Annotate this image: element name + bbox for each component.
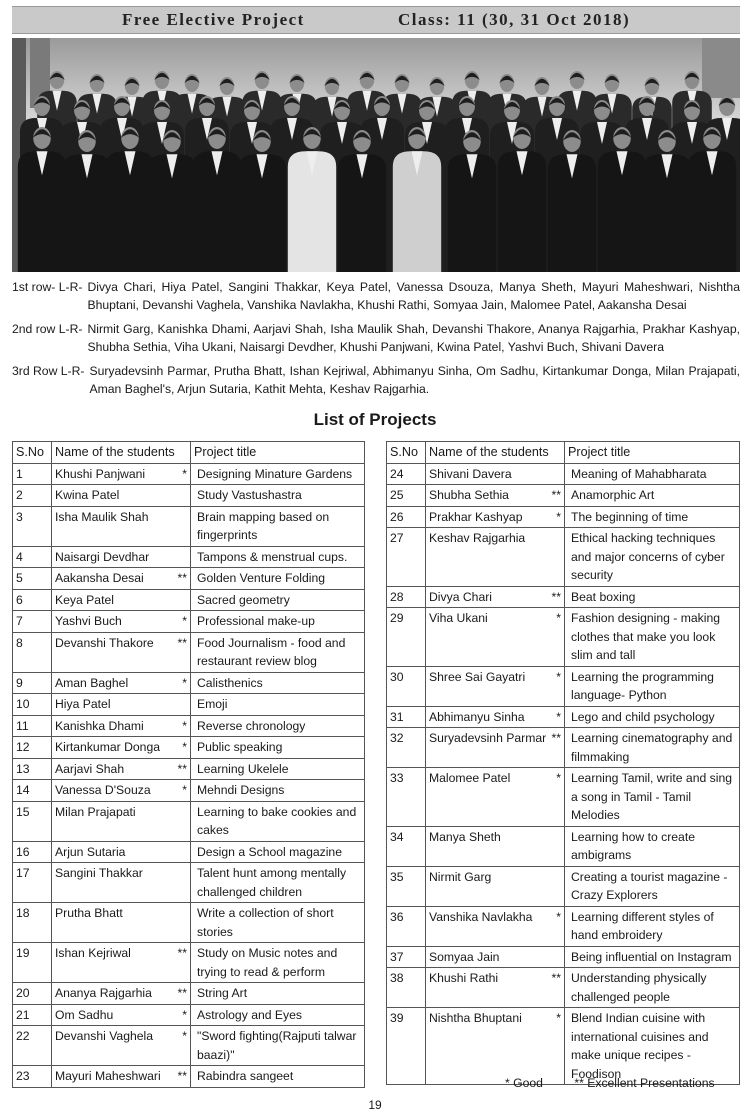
table-row [13, 943, 365, 983]
student-name: Milan Prajapati [55, 804, 136, 819]
rating-mark: ** [551, 488, 561, 502]
cell-project-title: Public speaking [191, 737, 365, 759]
cell-student-name [426, 1008, 565, 1085]
cell-sno: 38 [387, 968, 426, 1008]
rating-mark: * [556, 509, 561, 524]
cell-student-name [426, 728, 565, 768]
caption-label: 1st row- L-R- [12, 280, 83, 294]
cell-project-title: Learning how to create ambigrams [565, 826, 740, 866]
cell-project-title: Sacred geometry [191, 589, 365, 611]
cell-project-title: Write a collection of short stories [191, 903, 365, 943]
cell-sno: 14 [13, 780, 52, 802]
table-row [387, 866, 740, 906]
cell-student-name [426, 608, 565, 667]
cell-project-title: Study Vastushastra [191, 485, 365, 507]
cell-student-name [426, 968, 565, 1008]
table-row [13, 758, 365, 780]
table-row [13, 463, 365, 485]
list-title: List of Projects [313, 410, 437, 429]
table-header-row [387, 442, 740, 464]
header-project: Project title [191, 442, 365, 464]
cell-sno: 18 [13, 903, 52, 943]
cell-sno: 25 [387, 485, 426, 507]
cell-project-title: Professional make-up [191, 611, 365, 633]
student-name: Malomee Patel [429, 771, 511, 785]
cell-sno: 28 [387, 586, 426, 608]
cell-sno: 35 [387, 866, 426, 906]
projects-table-right [386, 441, 740, 1085]
table-row [13, 589, 365, 611]
cell-sno: 10 [13, 694, 52, 716]
cell-project-title: Being influential on Instagram [565, 946, 740, 968]
table-row [13, 1066, 365, 1088]
cell-sno: 20 [13, 983, 52, 1005]
table-row [13, 611, 365, 633]
student-name: Aarjavi Shah [55, 761, 125, 776]
student-name: Manya Sheth [429, 829, 501, 844]
table-row [387, 608, 740, 667]
cell-project-title: Learning the programming language- Python [565, 666, 740, 706]
cell-project-title: Lego and child psychology [565, 706, 740, 728]
rating-mark: * [182, 675, 187, 690]
rating-mark: ** [551, 971, 561, 985]
cell-sno: 8 [13, 632, 52, 672]
table-row [387, 666, 740, 706]
table-row [13, 737, 365, 759]
student-name: Devanshi Thakore [55, 635, 154, 650]
cell-sno: 13 [13, 758, 52, 780]
rating-mark: * [556, 909, 561, 924]
cell-project-title: Calisthenics [191, 672, 365, 694]
table-row [13, 568, 365, 590]
header-sno: S.No [387, 442, 426, 464]
rating-mark: ** [177, 635, 187, 650]
caption-label: 3rd Row L-R- [12, 364, 85, 378]
cell-sno: 4 [13, 546, 52, 568]
cell-project-title: Tampons & menstrual cups. [191, 546, 365, 568]
cell-sno: 19 [13, 943, 52, 983]
cell-sno: 26 [387, 506, 426, 528]
table-row [387, 528, 740, 587]
student-name: Kirtankumar Donga [55, 740, 160, 754]
cell-student-name [52, 841, 191, 863]
cell-student-name [426, 463, 565, 485]
caption-names: Nirmit Garg, Kanishka Dhami, Aarjavi Shah, Isha Maulik Shah, Devanshi Thakore, Ananya Rajgarhia, Prakhar Kashyap, Shubha Sethia, Viha Ukani, Naisargi Devdher, Khushi Panjwani, Kwina Patel, Yashvi Buch, Shivani Davera [87, 322, 740, 354]
student-name: Hiya Patel [55, 697, 111, 711]
table-row [13, 801, 365, 841]
cell-sno: 2 [13, 485, 52, 507]
cell-student-name [52, 694, 191, 716]
student-name: Isha Maulik Shah [55, 509, 149, 524]
cell-sno: 39 [387, 1008, 426, 1085]
rating-mark: * [556, 709, 561, 724]
table-row [387, 728, 740, 768]
cell-project-title: Learning cinematography and filmmaking [565, 728, 740, 768]
cell-student-name [426, 528, 565, 587]
student-name: Somyaa Jain [429, 949, 500, 964]
student-name: Aman Baghel [55, 675, 129, 690]
cell-project-title: Golden Venture Folding [191, 568, 365, 590]
cell-sno: 37 [387, 946, 426, 968]
cell-student-name [52, 568, 191, 590]
student-name: Kwina Patel [55, 488, 120, 502]
cell-project-title: Brain mapping based on fingerprints [191, 506, 365, 546]
page-header [12, 6, 740, 34]
table-row [13, 694, 365, 716]
student-name: Shivani Davera [429, 466, 512, 481]
cell-sno: 11 [13, 715, 52, 737]
student-name: Divya Chari [429, 589, 492, 604]
student-name: Nirmit Garg [429, 869, 492, 884]
cell-sno: 1 [13, 463, 52, 485]
rating-mark: * [556, 771, 561, 785]
cell-sno: 30 [387, 666, 426, 706]
cell-student-name [426, 666, 565, 706]
rating-mark: * [182, 1007, 187, 1022]
cell-sno: 16 [13, 841, 52, 863]
table-row [387, 826, 740, 866]
rating-mark: * [182, 740, 187, 754]
table-row [13, 1026, 365, 1066]
caption-row-3 [12, 363, 740, 398]
rating-mark: ** [177, 571, 187, 585]
student-name: Mayuri Maheshwari [55, 1069, 161, 1083]
cell-student-name [52, 715, 191, 737]
student-name: Khushi Panjwani [55, 466, 146, 481]
cell-project-title: The beginning of time [565, 506, 740, 528]
table-row [387, 968, 740, 1008]
student-name: Viha Ukani [429, 611, 488, 625]
cell-student-name [52, 737, 191, 759]
cell-sno: 3 [13, 506, 52, 546]
cell-project-title: Learning to bake cookies and cakes [191, 801, 365, 841]
student-name: Keya Patel [55, 592, 114, 607]
student-name: Naisargi Devdhar [55, 549, 150, 564]
rating-mark: ** [551, 731, 561, 745]
table-row [387, 906, 740, 946]
table-row [13, 672, 365, 694]
cell-student-name [52, 1004, 191, 1026]
cell-project-title: Meaning of Mahabharata [565, 463, 740, 485]
cell-sno: 36 [387, 906, 426, 946]
cell-student-name [52, 611, 191, 633]
rating-mark: ** [177, 946, 187, 960]
header-name: Name of the students [52, 442, 191, 464]
cell-project-title: Rabindra sangeet [191, 1066, 365, 1088]
cell-student-name [426, 906, 565, 946]
rating-mark: ** [177, 986, 187, 1000]
table-row [387, 586, 740, 608]
cell-student-name [52, 1026, 191, 1066]
student-name: Devanshi Vaghela [55, 1029, 154, 1043]
cell-project-title: Emoji [191, 694, 365, 716]
rating-mark: * [182, 466, 187, 481]
student-name: Aakansha Desai [55, 571, 144, 585]
student-name: Arjun Sutaria [55, 844, 126, 859]
cell-student-name [52, 801, 191, 841]
table-row [387, 485, 740, 507]
cell-student-name [426, 946, 565, 968]
cell-student-name [52, 672, 191, 694]
cell-project-title: Beat boxing [565, 586, 740, 608]
student-name: Om Sadhu [55, 1007, 114, 1022]
legend [505, 1076, 743, 1090]
cell-sno: 31 [387, 706, 426, 728]
student-name: Yashvi Buch [55, 614, 122, 628]
table-row [13, 841, 365, 863]
rating-mark: * [556, 669, 561, 684]
cell-sno: 32 [387, 728, 426, 768]
student-name: Shubha Sethia [429, 488, 509, 502]
cell-sno: 17 [13, 863, 52, 903]
cell-student-name [52, 780, 191, 802]
cell-sno: 7 [13, 611, 52, 633]
cell-sno: 33 [387, 768, 426, 827]
cell-student-name [52, 589, 191, 611]
cell-project-title: Reverse chronology [191, 715, 365, 737]
cell-student-name [52, 983, 191, 1005]
table-row [387, 946, 740, 968]
cell-sno: 34 [387, 826, 426, 866]
caption-label: 2nd row L-R- [12, 322, 83, 336]
cell-student-name [52, 758, 191, 780]
legend-good: * Good [505, 1076, 543, 1090]
cell-student-name [52, 463, 191, 485]
cell-project-title: Mehndi Designs [191, 780, 365, 802]
cell-student-name [426, 506, 565, 528]
student-name: Vanshika Navlakha [429, 909, 533, 924]
rating-mark: * [556, 611, 561, 625]
cell-sno: 12 [13, 737, 52, 759]
rating-mark: * [182, 1029, 187, 1043]
student-name: Vanessa D'Souza [55, 783, 151, 797]
cell-sno: 9 [13, 672, 52, 694]
cell-project-title: Learning different styles of hand embroidery [565, 906, 740, 946]
caption-row-1 [12, 279, 740, 314]
student-name: Abhimanyu Sinha [429, 709, 525, 724]
student-name: Kanishka Dhami [55, 718, 144, 733]
table-header-row [13, 442, 365, 464]
cell-student-name [426, 485, 565, 507]
caption-names: Suryadevsinh Parmar, Prutha Bhatt, Ishan Kejriwal, Abhimanyu Sinha, Om Sadhu, Kirtankumar Donga, Milan Prajapati, Aman Baghel's, Arjun Sutaria, Kathit Mehta, Keshav Rajgarhia. [89, 364, 740, 396]
header-project: Project title [565, 442, 740, 464]
student-name: Prutha Bhatt [55, 906, 123, 920]
page-number: 19 [368, 1098, 382, 1112]
table-row [13, 632, 365, 672]
cell-project-title: String Art [191, 983, 365, 1005]
rating-mark: ** [177, 1069, 187, 1083]
projects-table-left [12, 441, 365, 1088]
student-name: Nishtha Bhuptani [429, 1011, 522, 1025]
rating-mark: * [182, 783, 187, 797]
cell-sno: 5 [13, 568, 52, 590]
cell-student-name [426, 826, 565, 866]
table-row [387, 463, 740, 485]
student-name: Ishan Kejriwal [55, 946, 131, 960]
rating-mark: * [556, 1011, 561, 1025]
table-row [13, 903, 365, 943]
cell-sno: 23 [13, 1066, 52, 1088]
student-name: Khushi Rathi [429, 971, 499, 985]
table-row [387, 1008, 740, 1085]
cell-student-name [52, 943, 191, 983]
group-photo [12, 38, 740, 272]
table-row [13, 485, 365, 507]
cell-student-name [52, 632, 191, 672]
cell-project-title: Talent hunt among mentally challenged children [191, 863, 365, 903]
cell-project-title: Understanding physically challenged people [565, 968, 740, 1008]
cell-student-name [426, 586, 565, 608]
cell-student-name [52, 506, 191, 546]
rating-mark: ** [177, 761, 187, 776]
cell-project-title: "Sword fighting(Rajputi talwar baazi)" [191, 1026, 365, 1066]
cell-student-name [52, 1066, 191, 1088]
table-row [387, 768, 740, 827]
cell-sno: 21 [13, 1004, 52, 1026]
cell-student-name [52, 485, 191, 507]
cell-project-title: Food Journalism - food and restaurant review blog [191, 632, 365, 672]
cell-project-title: Anamorphic Art [565, 485, 740, 507]
photo-captions [12, 279, 740, 405]
cell-project-title: Creating a tourist magazine - Crazy Explorers [565, 866, 740, 906]
legend-excellent: ** Excellent Presentations [574, 1076, 715, 1090]
cell-student-name [426, 768, 565, 827]
cell-project-title: Design a School magazine [191, 841, 365, 863]
cell-student-name [52, 546, 191, 568]
cell-project-title: Ethical hacking techniques and major concerns of cyber security [565, 528, 740, 587]
header-class-info: Class: 11 (30, 31 Oct 2018) [398, 10, 631, 29]
student-name: Prakhar Kashyap [429, 509, 523, 524]
caption-row-2 [12, 321, 740, 356]
cell-sno: 6 [13, 589, 52, 611]
cell-project-title: Astrology and Eyes [191, 1004, 365, 1026]
student-name: Ananya Rajgarhia [55, 986, 152, 1000]
student-name: Sangini Thakkar [55, 866, 143, 880]
table-row [387, 706, 740, 728]
cell-project-title: Blend Indian cuisine with international cuisines and make unique recipes - Foodison [565, 1008, 740, 1085]
cell-sno: 15 [13, 801, 52, 841]
student-name: Shree Sai Gayatri [429, 669, 526, 684]
cell-project-title: Study on Music notes and trying to read & perform [191, 943, 365, 983]
caption-names: Divya Chari, Hiya Patel, Sangini Thakkar, Keya Patel, Vanessa Dsouza, Manya Sheth, Mayuri Maheshwari, Nishtha Bhuptani, Devanshi Vaghela, Vanshika Navlakha, Khushi Rathi, Somyaa Jain, Malomee Patel, Aakansha Desai [87, 280, 740, 312]
cell-project-title: Designing Minature Gardens [191, 463, 365, 485]
cell-student-name [426, 866, 565, 906]
rating-mark: * [182, 614, 187, 628]
header-name: Name of the students [426, 442, 565, 464]
cell-student-name [426, 706, 565, 728]
header-title: Free Elective Project [122, 10, 305, 29]
table-row [13, 506, 365, 546]
rating-mark: ** [551, 589, 561, 604]
cell-project-title: Learning Ukelele [191, 758, 365, 780]
cell-student-name [52, 903, 191, 943]
student-name: Keshav Rajgarhia [429, 531, 526, 545]
cell-sno: 27 [387, 528, 426, 587]
table-row [13, 715, 365, 737]
table-row [13, 780, 365, 802]
cell-sno: 22 [13, 1026, 52, 1066]
table-row [13, 1004, 365, 1026]
table-row [387, 506, 740, 528]
table-row [13, 983, 365, 1005]
header-sno: S.No [13, 442, 52, 464]
cell-project-title: Learning Tamil, write and sing a song in Tamil - Tamil Melodies [565, 768, 740, 827]
cell-student-name [52, 863, 191, 903]
cell-sno: 24 [387, 463, 426, 485]
cell-sno: 29 [387, 608, 426, 667]
table-row [13, 863, 365, 903]
student-name: Suryadevsinh Parmar [429, 731, 547, 745]
rating-mark: * [182, 718, 187, 733]
table-row [13, 546, 365, 568]
cell-project-title: Fashion designing - making clothes that make you look slim and tall [565, 608, 740, 667]
